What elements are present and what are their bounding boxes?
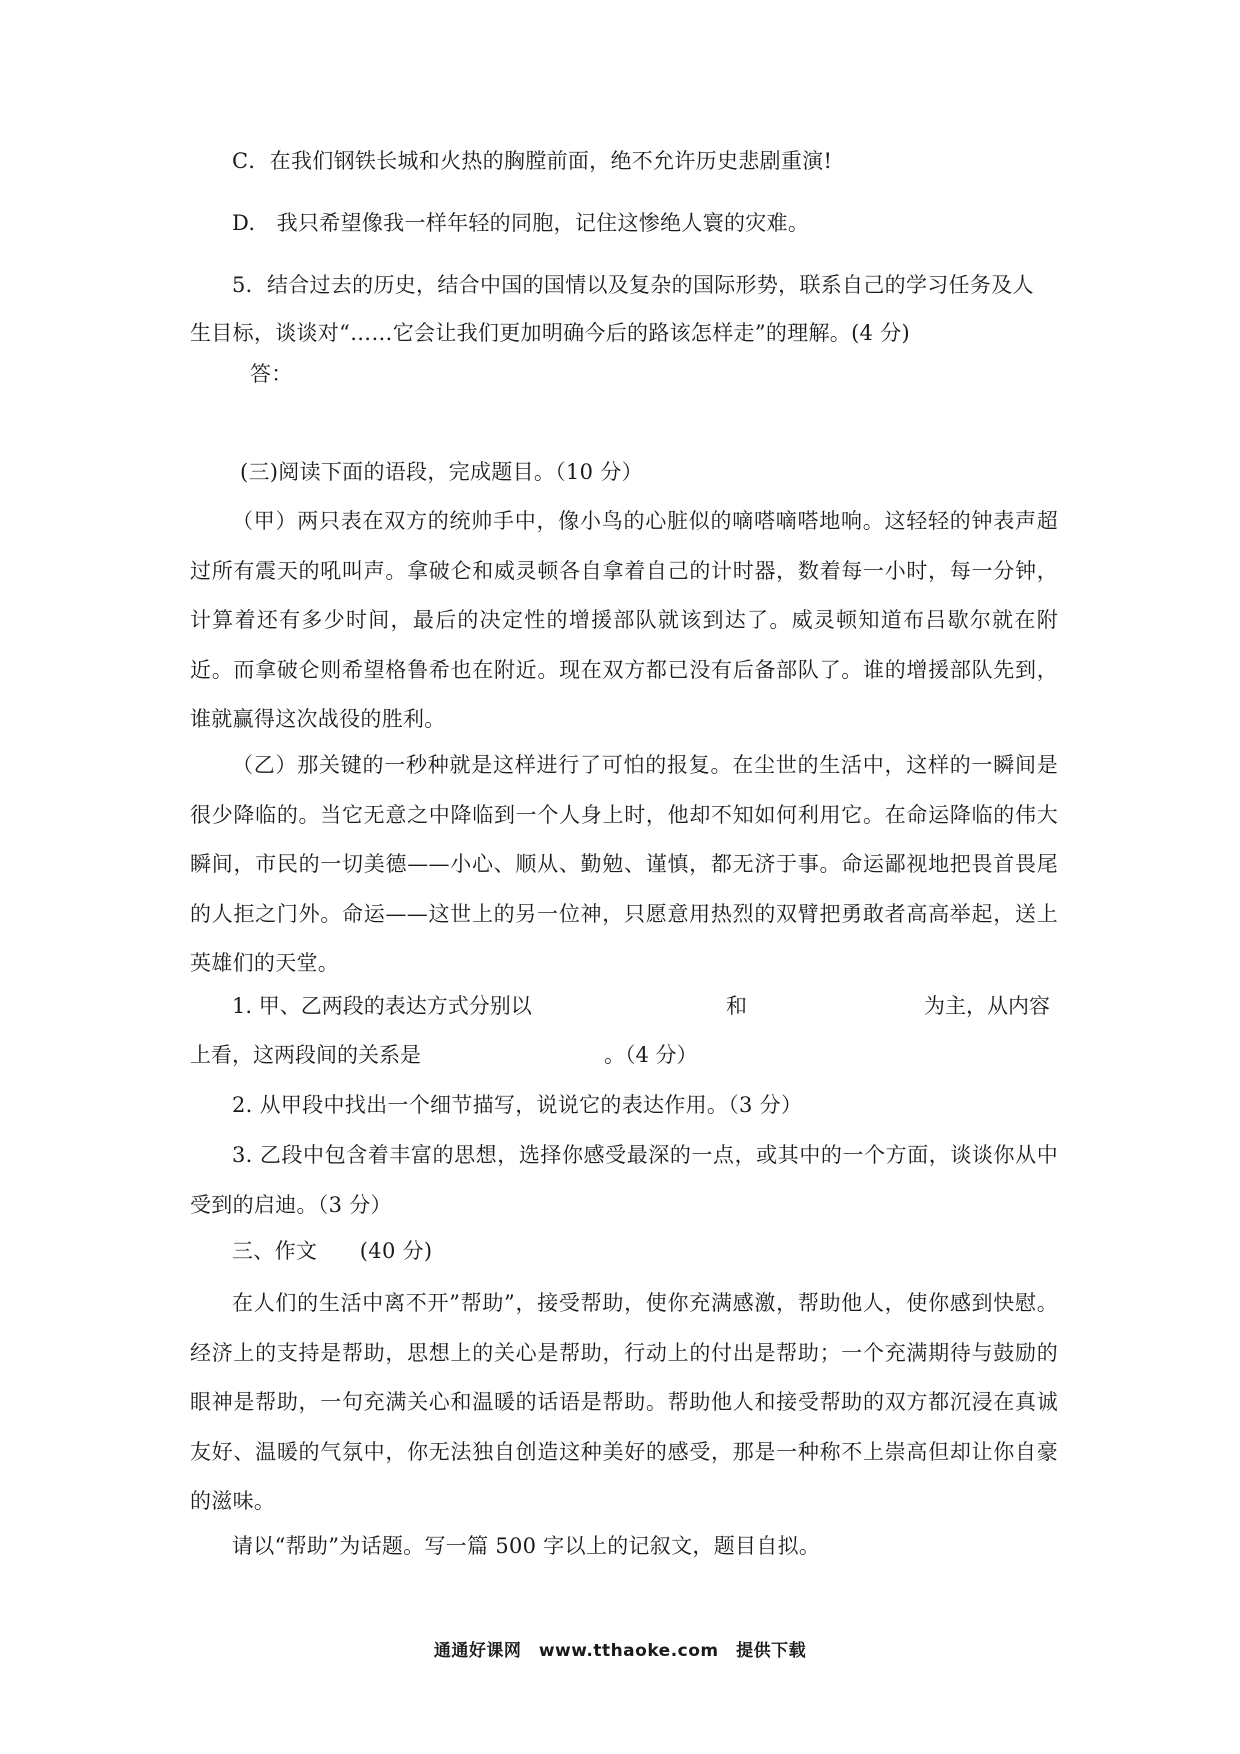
composition-heading: 三、作文 (40 分) — [232, 1239, 433, 1263]
q4-option-d: D. 我只希望像我一样年轻的同胞，记住这惨绝人寰的灾难。 — [232, 211, 810, 235]
paragraph-jia: （甲）两只表在双方的统帅手中，像小鸟的心脏似的嘀嗒嘀嗒地响。这轻轻的钟表声超过所有震天的吼叫声。拿破仑和威灵顿各自拿着自己的计时器，数着每一小时，每一分钟，计算着还有多少时间，最后的决定性的增援部队就该到达了。威灵顿知道布吕歇尔就在附近。而拿破仑则希望格鲁希也在附近。现在双方都已没有后备部队了。谁的增援部队先到，谁就赢得这次战役的胜利。 — [190, 509, 1058, 731]
q1-line2-b: 。（4 分） — [604, 1043, 698, 1067]
q5-line2: 生目标，谈谈对“……它会让我们更加明确今后的路该怎样走”的理解。(4 分) — [190, 321, 910, 345]
paragraph-yi: （乙）那关键的一秒种就是这样进行了可怕的报复。在尘世的生活中，这样的一瞬间是很少降临的。当它无意之中降临到一个人身上时，他却不知如何利用它。在命运降临的伟大瞬间，市民的一切美德——小心、顺从、勤勉、谨慎，都无济于事。命运鄙视地把畏首畏尾的人拒之门外。命运——这世上的另一位神，只愿意用热烈的双臂把勇敢者高高举起，送上英雄们的天堂。 — [190, 753, 1058, 975]
section3-heading: (三)阅读下面的语段，完成题目。（10 分） — [240, 460, 643, 484]
composition-prompt: 请以“帮助”为话题。写一篇 500 字以上的记叙文，题目自拟。 — [232, 1534, 821, 1558]
q4-option-c: C．在我们钢铁长城和火热的胸膛前面，绝不允许历史悲剧重演! — [232, 149, 833, 173]
q1-line2-a: 上看，这两段间的关系是 — [190, 1043, 421, 1067]
q1-part2: 为主，从内容 — [924, 994, 1050, 1018]
page-footer: 通通好课网 www.tthaoke.com 提供下载 — [433, 1641, 807, 1661]
q5-line1: 5．结合过去的历史，结合中国的国情以及复杂的国际形势，联系自己的学习任务及人 — [232, 273, 1034, 297]
q2: 2. 从甲段中找出一个细节描写，说说它的表达作用。（3 分） — [232, 1093, 803, 1117]
q5-answer-label: 答： — [250, 362, 293, 386]
q1-he: 和 — [726, 994, 747, 1018]
q1-part1: 1. 甲、乙两段的表达方式分别以 — [232, 994, 532, 1018]
q3: 3. 乙段中包含着丰富的思想，选择你感受最深的一点，或其中的一个方面，谈谈你从中受到的启迪。（3 分） — [190, 1143, 1058, 1217]
composition-body: 在人们的生活中离不开”帮助”，接受帮助，使你充满感激，帮助他人，使你感到快慰。经济上的支持是帮助，思想上的关心是帮助，行动上的付出是帮助；一个充满期待与鼓励的眼神是帮助，一句充满关心和温暖的话语是帮助。帮助他人和接受帮助的双方都沉浸在真诚友好、温暖的气氛中，你无法独自创造这种美好的感受，那是一种称不上崇高但却让你自豪的滋味。 — [190, 1291, 1058, 1513]
